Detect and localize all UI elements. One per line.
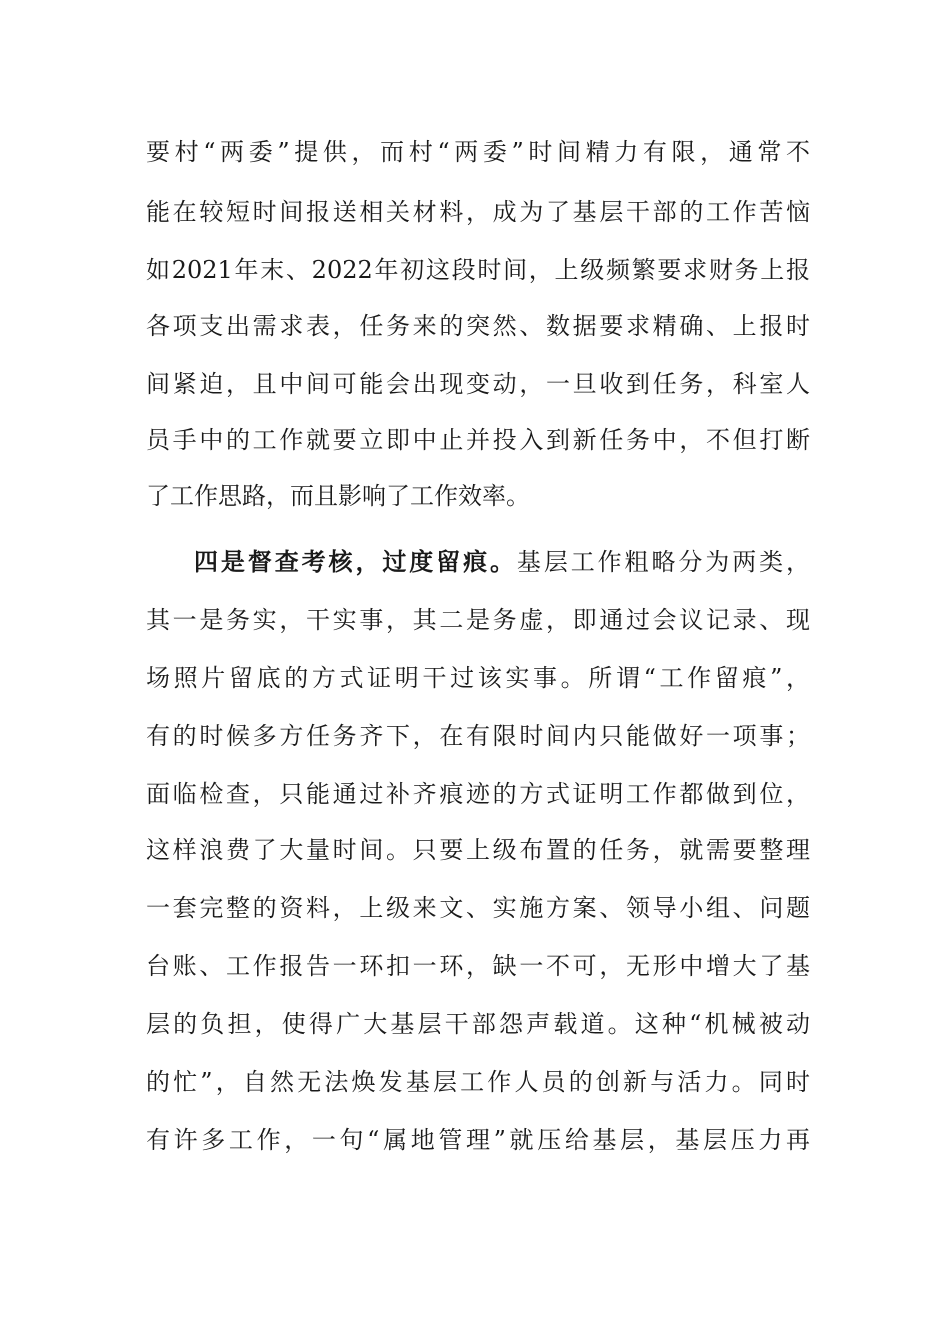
paragraph-first-line (194, 542, 810, 582)
text-line: 台账、工作报告一环扣一环，缺一不可，无形中增大了基 (146, 952, 810, 980)
text-line: 一套完整的资料，上级来文、实施方案、领导小组、问题 (146, 894, 810, 922)
text-line: 要村“两委”提供，而村“两委”时间精力有限，通常不 (146, 138, 810, 166)
text-line: 各项支出需求表，任务来的突然、数据要求精确、上报时 (146, 312, 810, 340)
text-line: 层的负担，使得广大基层干部怨声载道。这种“机械被动 (146, 1010, 810, 1038)
text-line: 间紧迫，且中间可能会出现变动，一旦收到任务，科室人 (146, 370, 810, 398)
text-line: 如2021年末、2022年初这段时间，上级频繁要求财务上报 (146, 256, 810, 284)
paragraph-heading: 四是督查考核，过度留痕。 (194, 547, 517, 576)
text-line: 面临检查，只能通过补齐痕迹的方式证明工作都做到位， (146, 780, 810, 808)
text-line: 这样浪费了大量时间。只要上级布置的任务，就需要整理 (146, 836, 810, 864)
text-line: 有许多工作，一句“属地管理”就压给基层，基层压力再 (146, 1126, 810, 1154)
text-line: 有的时候多方任务齐下，在有限时间内只能做好一项事； (146, 722, 810, 750)
paragraph-first-line-text: 基层工作粗略分为两类， (516, 548, 811, 576)
text-line: 其一是务实，干实事，其二是务虚，即通过会议记录、现 (146, 606, 810, 634)
text-line: 员手中的工作就要立即中止并投入到新任务中，不但打断 (146, 426, 810, 454)
text-line: 能在较短时间报送相关材料，成为了基层干部的工作苦恼 (146, 198, 810, 226)
text-line: 场照片留底的方式证明干过该实事。所谓“工作留痕”， (146, 664, 810, 692)
text-line: 的忙”，自然无法焕发基层工作人员的创新与活力。同时 (146, 1068, 810, 1096)
text-line: 了工作思路，而且影响了工作效率。 (146, 482, 530, 510)
